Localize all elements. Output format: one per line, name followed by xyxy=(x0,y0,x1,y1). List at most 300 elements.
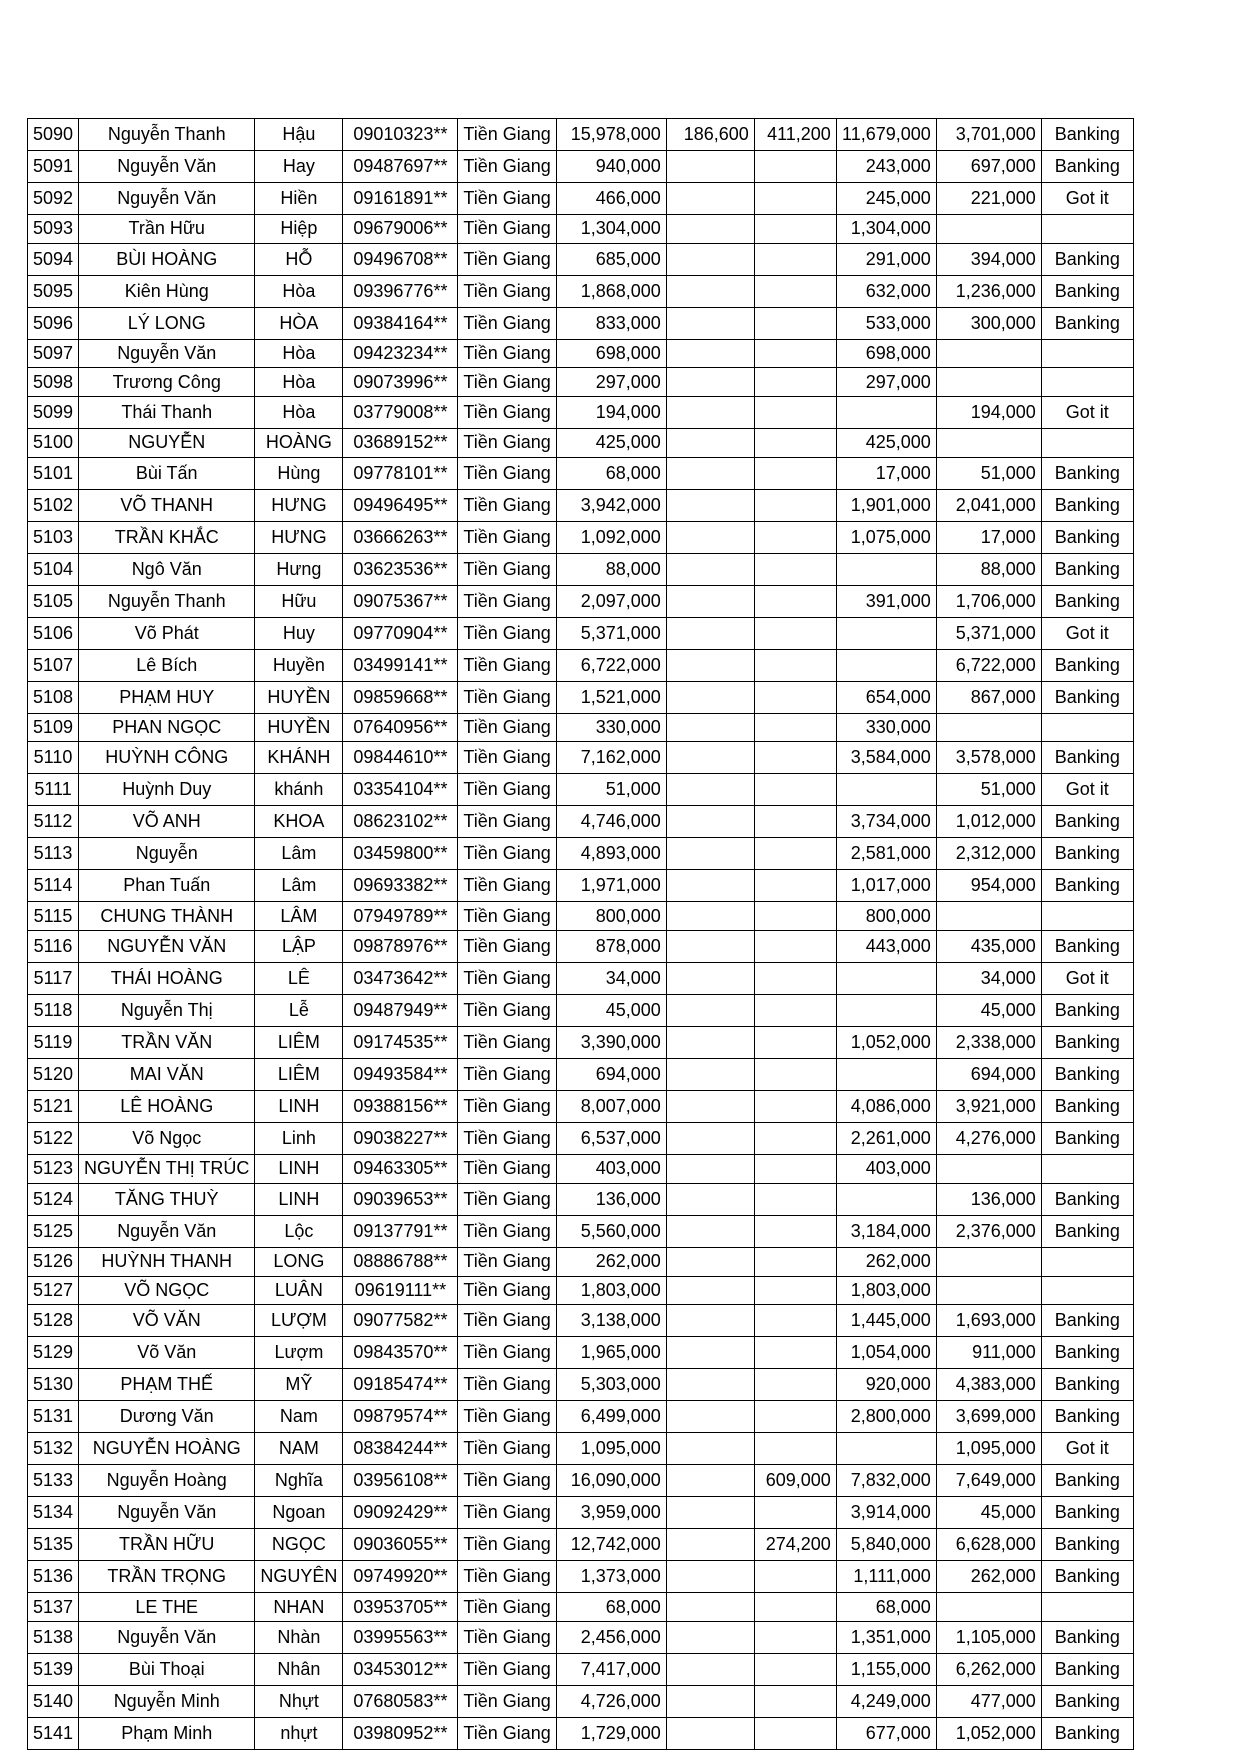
total-amount-cell: 403,000 xyxy=(556,1155,666,1184)
row-number-cell: 5119 xyxy=(28,1027,79,1059)
amount-col-9-cell: 262,000 xyxy=(836,1247,936,1276)
table-row xyxy=(28,870,1134,902)
last-name-cell: Lễ xyxy=(255,995,343,1027)
last-name-cell: LINH xyxy=(255,1155,343,1184)
table-row xyxy=(28,521,1134,553)
total-amount-cell: 45,000 xyxy=(556,995,666,1027)
province-cell: Tiền Giang xyxy=(458,1561,556,1593)
first-name-cell: HUỲNH CÔNG xyxy=(79,742,255,774)
amount-col-8-cell xyxy=(754,1276,836,1305)
payment-method-cell xyxy=(1041,368,1133,397)
amount-col-9-cell: 677,000 xyxy=(836,1717,936,1749)
total-amount-cell: 940,000 xyxy=(556,151,666,183)
amount-col-8-cell xyxy=(754,1401,836,1433)
total-amount-cell: 1,971,000 xyxy=(556,870,666,902)
total-amount-cell: 466,000 xyxy=(556,183,666,215)
total-amount-cell: 878,000 xyxy=(556,931,666,963)
last-name-cell: LÊ xyxy=(255,963,343,995)
payment-method-cell: Got it xyxy=(1041,963,1133,995)
amount-col-10-cell: 7,649,000 xyxy=(936,1465,1041,1497)
amount-col-7-cell xyxy=(666,151,754,183)
first-name-cell: Nguyễn xyxy=(79,838,255,870)
payment-method-cell: Banking xyxy=(1041,1369,1133,1401)
amount-col-8-cell xyxy=(754,1369,836,1401)
payment-method-cell: Banking xyxy=(1041,995,1133,1027)
total-amount-cell: 12,742,000 xyxy=(556,1529,666,1561)
first-name-cell: Trương Công xyxy=(79,368,255,397)
total-amount-cell: 136,000 xyxy=(556,1183,666,1215)
payment-method-cell: Got it xyxy=(1041,774,1133,806)
amount-col-9-cell xyxy=(836,1059,936,1091)
amount-col-7-cell xyxy=(666,585,754,617)
total-amount-cell: 5,303,000 xyxy=(556,1369,666,1401)
amount-col-7-cell xyxy=(666,1027,754,1059)
amount-col-7-cell xyxy=(666,243,754,275)
payment-method-cell: Banking xyxy=(1041,1337,1133,1369)
first-name-cell: Nguyễn Thị xyxy=(79,995,255,1027)
amount-col-7-cell xyxy=(666,1717,754,1749)
amount-col-7-cell xyxy=(666,1059,754,1091)
amount-col-7-cell xyxy=(666,774,754,806)
phone-number-cell: 09619111** xyxy=(343,1276,458,1305)
amount-col-10-cell: 1,012,000 xyxy=(936,806,1041,838)
payment-method-cell: Banking xyxy=(1041,1183,1133,1215)
province-cell: Tiền Giang xyxy=(458,1183,556,1215)
amount-col-8-cell xyxy=(754,215,836,244)
payment-method-cell: Banking xyxy=(1041,1561,1133,1593)
amount-col-8-cell xyxy=(754,931,836,963)
amount-col-10-cell xyxy=(936,1155,1041,1184)
table-row xyxy=(28,1215,1134,1247)
amount-col-7-cell xyxy=(666,1305,754,1337)
province-cell: Tiền Giang xyxy=(458,1593,556,1622)
payment-method-cell: Banking xyxy=(1041,1529,1133,1561)
amount-col-8-cell xyxy=(754,963,836,995)
first-name-cell: TRẦN TRỌNG xyxy=(79,1561,255,1593)
row-number-cell: 5126 xyxy=(28,1247,79,1276)
total-amount-cell: 7,417,000 xyxy=(556,1653,666,1685)
amount-col-10-cell: 1,693,000 xyxy=(936,1305,1041,1337)
table-row xyxy=(28,931,1134,963)
row-number-cell: 5128 xyxy=(28,1305,79,1337)
payment-method-cell: Banking xyxy=(1041,1717,1133,1749)
amount-col-9-cell: 425,000 xyxy=(836,429,936,458)
payment-method-cell: Banking xyxy=(1041,119,1133,151)
table-row xyxy=(28,1091,1134,1123)
amount-col-10-cell: 3,578,000 xyxy=(936,742,1041,774)
amount-col-10-cell: 694,000 xyxy=(936,1059,1041,1091)
amount-col-10-cell: 45,000 xyxy=(936,995,1041,1027)
payment-method-cell xyxy=(1041,713,1133,742)
amount-col-8-cell xyxy=(754,1305,836,1337)
amount-col-10-cell: 51,000 xyxy=(936,457,1041,489)
amount-col-8-cell xyxy=(754,1717,836,1749)
table-row xyxy=(28,585,1134,617)
total-amount-cell: 833,000 xyxy=(556,307,666,339)
first-name-cell: Nguyễn Văn xyxy=(79,1621,255,1653)
amount-col-7-cell xyxy=(666,1593,754,1622)
province-cell: Tiền Giang xyxy=(458,963,556,995)
first-name-cell: VÕ NGỌC xyxy=(79,1276,255,1305)
amount-col-7-cell xyxy=(666,183,754,215)
payment-method-cell: Banking xyxy=(1041,1059,1133,1091)
amount-col-10-cell: 697,000 xyxy=(936,151,1041,183)
amount-col-9-cell: 2,261,000 xyxy=(836,1123,936,1155)
last-name-cell: Hòa xyxy=(255,368,343,397)
amount-col-8-cell xyxy=(754,1215,836,1247)
amount-col-9-cell xyxy=(836,553,936,585)
total-amount-cell: 3,942,000 xyxy=(556,489,666,521)
total-amount-cell: 425,000 xyxy=(556,429,666,458)
amount-col-10-cell: 4,383,000 xyxy=(936,1369,1041,1401)
total-amount-cell: 15,978,000 xyxy=(556,119,666,151)
total-amount-cell: 698,000 xyxy=(556,339,666,368)
phone-number-cell: 09038227** xyxy=(343,1123,458,1155)
amount-col-9-cell xyxy=(836,995,936,1027)
province-cell: Tiền Giang xyxy=(458,553,556,585)
total-amount-cell: 194,000 xyxy=(556,397,666,429)
phone-number-cell: 09137791** xyxy=(343,1215,458,1247)
row-number-cell: 5094 xyxy=(28,243,79,275)
phone-number-cell: 03473642** xyxy=(343,963,458,995)
amount-col-9-cell: 654,000 xyxy=(836,681,936,713)
amount-col-10-cell: 221,000 xyxy=(936,183,1041,215)
amount-col-8-cell xyxy=(754,649,836,681)
table-row xyxy=(28,1717,1134,1749)
amount-col-7-cell xyxy=(666,553,754,585)
last-name-cell: HỖ xyxy=(255,243,343,275)
total-amount-cell: 3,138,000 xyxy=(556,1305,666,1337)
row-number-cell: 5095 xyxy=(28,275,79,307)
amount-col-10-cell: 911,000 xyxy=(936,1337,1041,1369)
row-number-cell: 5140 xyxy=(28,1685,79,1717)
amount-col-9-cell: 330,000 xyxy=(836,713,936,742)
amount-col-9-cell: 1,351,000 xyxy=(836,1621,936,1653)
first-name-cell: Nguyễn Thanh xyxy=(79,585,255,617)
province-cell: Tiền Giang xyxy=(458,713,556,742)
last-name-cell: Nhàn xyxy=(255,1621,343,1653)
phone-number-cell: 03956108** xyxy=(343,1465,458,1497)
amount-col-7-cell xyxy=(666,1369,754,1401)
row-number-cell: 5124 xyxy=(28,1183,79,1215)
table-row xyxy=(28,429,1134,458)
amount-col-7-cell xyxy=(666,1276,754,1305)
province-cell: Tiền Giang xyxy=(458,1247,556,1276)
total-amount-cell: 685,000 xyxy=(556,243,666,275)
total-amount-cell: 1,729,000 xyxy=(556,1717,666,1749)
amount-col-7-cell xyxy=(666,339,754,368)
amount-col-7-cell xyxy=(666,1465,754,1497)
province-cell: Tiền Giang xyxy=(458,1497,556,1529)
amount-col-8-cell xyxy=(754,339,836,368)
row-number-cell: 5106 xyxy=(28,617,79,649)
payment-method-cell: Banking xyxy=(1041,1215,1133,1247)
amount-col-7-cell xyxy=(666,1091,754,1123)
total-amount-cell: 330,000 xyxy=(556,713,666,742)
first-name-cell: LE THE xyxy=(79,1593,255,1622)
first-name-cell: Nguyễn Văn xyxy=(79,339,255,368)
amount-col-9-cell: 297,000 xyxy=(836,368,936,397)
row-number-cell: 5112 xyxy=(28,806,79,838)
first-name-cell: PHẠM THẾ xyxy=(79,1369,255,1401)
payment-method-cell: Banking xyxy=(1041,489,1133,521)
province-cell: Tiền Giang xyxy=(458,806,556,838)
first-name-cell: Bùi Thoại xyxy=(79,1653,255,1685)
amount-col-7-cell xyxy=(666,870,754,902)
total-amount-cell: 2,456,000 xyxy=(556,1621,666,1653)
phone-number-cell: 09423234** xyxy=(343,339,458,368)
payment-method-cell: Got it xyxy=(1041,617,1133,649)
total-amount-cell: 1,373,000 xyxy=(556,1561,666,1593)
amount-col-10-cell: 3,921,000 xyxy=(936,1091,1041,1123)
table-row xyxy=(28,1247,1134,1276)
first-name-cell: NGUYỄN HOÀNG xyxy=(79,1433,255,1465)
last-name-cell: LƯỢM xyxy=(255,1305,343,1337)
amount-col-7-cell xyxy=(666,649,754,681)
row-number-cell: 5137 xyxy=(28,1593,79,1622)
first-name-cell: Nguyễn Văn xyxy=(79,183,255,215)
table-row xyxy=(28,617,1134,649)
amount-col-10-cell xyxy=(936,713,1041,742)
last-name-cell: Lâm xyxy=(255,838,343,870)
phone-number-cell: 09770904** xyxy=(343,617,458,649)
phone-number-cell: 03666263** xyxy=(343,521,458,553)
payment-method-cell: Banking xyxy=(1041,1685,1133,1717)
amount-col-9-cell: 403,000 xyxy=(836,1155,936,1184)
first-name-cell: Bùi Tấn xyxy=(79,457,255,489)
province-cell: Tiền Giang xyxy=(458,339,556,368)
last-name-cell: NAM xyxy=(255,1433,343,1465)
amount-col-8-cell xyxy=(754,1433,836,1465)
province-cell: Tiền Giang xyxy=(458,397,556,429)
province-cell: Tiền Giang xyxy=(458,521,556,553)
phone-number-cell: 08384244** xyxy=(343,1433,458,1465)
last-name-cell: Hòa xyxy=(255,275,343,307)
phone-number-cell: 09073996** xyxy=(343,368,458,397)
amount-col-7-cell xyxy=(666,1529,754,1561)
payment-method-cell: Banking xyxy=(1041,1123,1133,1155)
last-name-cell: Hiệp xyxy=(255,215,343,244)
table-row xyxy=(28,1561,1134,1593)
first-name-cell: Dương Văn xyxy=(79,1401,255,1433)
phone-number-cell: 09496708** xyxy=(343,243,458,275)
total-amount-cell: 5,371,000 xyxy=(556,617,666,649)
amount-col-7-cell xyxy=(666,368,754,397)
amount-col-9-cell: 3,584,000 xyxy=(836,742,936,774)
table-row xyxy=(28,119,1134,151)
province-cell: Tiền Giang xyxy=(458,183,556,215)
last-name-cell: Nghĩa xyxy=(255,1465,343,1497)
amount-col-8-cell xyxy=(754,681,836,713)
amount-col-9-cell: 1,054,000 xyxy=(836,1337,936,1369)
province-cell: Tiền Giang xyxy=(458,1685,556,1717)
amount-col-9-cell: 3,734,000 xyxy=(836,806,936,838)
table-row xyxy=(28,1123,1134,1155)
payment-method-cell xyxy=(1041,1155,1133,1184)
total-amount-cell: 4,746,000 xyxy=(556,806,666,838)
first-name-cell: VÕ VĂN xyxy=(79,1305,255,1337)
amount-col-10-cell xyxy=(936,339,1041,368)
province-cell: Tiền Giang xyxy=(458,1433,556,1465)
total-amount-cell: 3,390,000 xyxy=(556,1027,666,1059)
amount-col-10-cell xyxy=(936,215,1041,244)
total-amount-cell: 1,095,000 xyxy=(556,1433,666,1465)
amount-col-10-cell: 300,000 xyxy=(936,307,1041,339)
amount-col-10-cell: 4,276,000 xyxy=(936,1123,1041,1155)
amount-col-8-cell xyxy=(754,1337,836,1369)
last-name-cell: HƯNG xyxy=(255,521,343,553)
phone-number-cell: 09384164** xyxy=(343,307,458,339)
payment-method-cell: Banking xyxy=(1041,307,1133,339)
table-row xyxy=(28,963,1134,995)
last-name-cell: Huyền xyxy=(255,649,343,681)
province-cell: Tiền Giang xyxy=(458,1337,556,1369)
phone-number-cell: 09879574** xyxy=(343,1401,458,1433)
phone-number-cell: 03953705** xyxy=(343,1593,458,1622)
amount-col-10-cell: 6,722,000 xyxy=(936,649,1041,681)
amount-col-9-cell: 245,000 xyxy=(836,183,936,215)
amount-col-10-cell: 262,000 xyxy=(936,1561,1041,1593)
payment-method-cell xyxy=(1041,429,1133,458)
last-name-cell: Hưng xyxy=(255,553,343,585)
total-amount-cell: 51,000 xyxy=(556,774,666,806)
amount-col-7-cell xyxy=(666,1155,754,1184)
amount-col-7-cell xyxy=(666,1653,754,1685)
payment-method-cell xyxy=(1041,902,1133,931)
row-number-cell: 5104 xyxy=(28,553,79,585)
table-row xyxy=(28,1621,1134,1653)
first-name-cell: NGUYỄN VĂN xyxy=(79,931,255,963)
first-name-cell: Võ Văn xyxy=(79,1337,255,1369)
table-row xyxy=(28,1337,1134,1369)
amount-col-10-cell: 1,052,000 xyxy=(936,1717,1041,1749)
total-amount-cell: 1,965,000 xyxy=(556,1337,666,1369)
amount-col-9-cell xyxy=(836,1183,936,1215)
amount-col-10-cell: 2,041,000 xyxy=(936,489,1041,521)
table-row xyxy=(28,1685,1134,1717)
first-name-cell: Kiên Hùng xyxy=(79,275,255,307)
first-name-cell: VÕ ANH xyxy=(79,806,255,838)
row-number-cell: 5125 xyxy=(28,1215,79,1247)
province-cell: Tiền Giang xyxy=(458,742,556,774)
table-row xyxy=(28,368,1134,397)
province-cell: Tiền Giang xyxy=(458,1401,556,1433)
last-name-cell: HÒA xyxy=(255,307,343,339)
table-row xyxy=(28,457,1134,489)
last-name-cell: khánh xyxy=(255,774,343,806)
amount-col-10-cell: 1,105,000 xyxy=(936,1621,1041,1653)
phone-number-cell: 09075367** xyxy=(343,585,458,617)
row-number-cell: 5093 xyxy=(28,215,79,244)
amount-col-10-cell: 3,699,000 xyxy=(936,1401,1041,1433)
total-amount-cell: 8,007,000 xyxy=(556,1091,666,1123)
payment-method-cell: Banking xyxy=(1041,1091,1133,1123)
table-row xyxy=(28,397,1134,429)
table-row xyxy=(28,1497,1134,1529)
total-amount-cell: 1,521,000 xyxy=(556,681,666,713)
row-number-cell: 5120 xyxy=(28,1059,79,1091)
amount-col-9-cell xyxy=(836,774,936,806)
province-cell: Tiền Giang xyxy=(458,1155,556,1184)
row-number-cell: 5122 xyxy=(28,1123,79,1155)
province-cell: Tiền Giang xyxy=(458,681,556,713)
payment-method-cell xyxy=(1041,1247,1133,1276)
last-name-cell: KHÁNH xyxy=(255,742,343,774)
amount-col-8-cell xyxy=(754,838,836,870)
amount-col-7-cell xyxy=(666,995,754,1027)
table-row xyxy=(28,1401,1134,1433)
amount-col-9-cell: 1,075,000 xyxy=(836,521,936,553)
total-amount-cell: 4,893,000 xyxy=(556,838,666,870)
phone-number-cell: 03459800** xyxy=(343,838,458,870)
amount-col-8-cell xyxy=(754,1027,836,1059)
table-row xyxy=(28,243,1134,275)
province-cell: Tiền Giang xyxy=(458,838,556,870)
amount-col-9-cell: 1,803,000 xyxy=(836,1276,936,1305)
amount-col-8-cell xyxy=(754,243,836,275)
amount-col-7-cell xyxy=(666,617,754,649)
amount-col-8-cell xyxy=(754,1155,836,1184)
amount-col-7-cell xyxy=(666,457,754,489)
total-amount-cell: 4,726,000 xyxy=(556,1685,666,1717)
amount-col-10-cell: 2,312,000 xyxy=(936,838,1041,870)
phone-number-cell: 09092429** xyxy=(343,1497,458,1529)
first-name-cell: LÊ HOÀNG xyxy=(79,1091,255,1123)
last-name-cell: MỸ xyxy=(255,1369,343,1401)
amount-col-8-cell xyxy=(754,183,836,215)
amount-col-9-cell: 11,679,000 xyxy=(836,119,936,151)
table-row xyxy=(28,307,1134,339)
province-cell: Tiền Giang xyxy=(458,275,556,307)
amount-col-10-cell: 1,095,000 xyxy=(936,1433,1041,1465)
first-name-cell: Phạm Minh xyxy=(79,1717,255,1749)
last-name-cell: LIÊM xyxy=(255,1027,343,1059)
amount-col-7-cell xyxy=(666,806,754,838)
table-row xyxy=(28,553,1134,585)
amount-col-8-cell xyxy=(754,307,836,339)
amount-col-8-cell: 609,000 xyxy=(754,1465,836,1497)
phone-number-cell: 09843570** xyxy=(343,1337,458,1369)
row-number-cell: 5102 xyxy=(28,489,79,521)
amount-col-9-cell: 1,155,000 xyxy=(836,1653,936,1685)
amount-col-10-cell: 45,000 xyxy=(936,1497,1041,1529)
province-cell: Tiền Giang xyxy=(458,119,556,151)
amount-col-9-cell: 291,000 xyxy=(836,243,936,275)
amount-col-9-cell: 17,000 xyxy=(836,457,936,489)
phone-number-cell: 09493584** xyxy=(343,1059,458,1091)
amount-col-7-cell xyxy=(666,1497,754,1529)
last-name-cell: Lượm xyxy=(255,1337,343,1369)
phone-number-cell: 03779008** xyxy=(343,397,458,429)
phone-number-cell: 09010323** xyxy=(343,119,458,151)
table-row xyxy=(28,1653,1134,1685)
amount-col-8-cell xyxy=(754,553,836,585)
amount-col-9-cell xyxy=(836,963,936,995)
amount-col-7-cell xyxy=(666,521,754,553)
first-name-cell: TRẦN VĂN xyxy=(79,1027,255,1059)
row-number-cell: 5099 xyxy=(28,397,79,429)
amount-col-10-cell: 435,000 xyxy=(936,931,1041,963)
amount-col-7-cell xyxy=(666,1183,754,1215)
last-name-cell: Linh xyxy=(255,1123,343,1155)
row-number-cell: 5132 xyxy=(28,1433,79,1465)
last-name-cell: Nam xyxy=(255,1401,343,1433)
table-row xyxy=(28,1027,1134,1059)
first-name-cell: Phan Tuấn xyxy=(79,870,255,902)
province-cell: Tiền Giang xyxy=(458,1027,556,1059)
amount-col-7-cell xyxy=(666,489,754,521)
amount-col-8-cell xyxy=(754,742,836,774)
